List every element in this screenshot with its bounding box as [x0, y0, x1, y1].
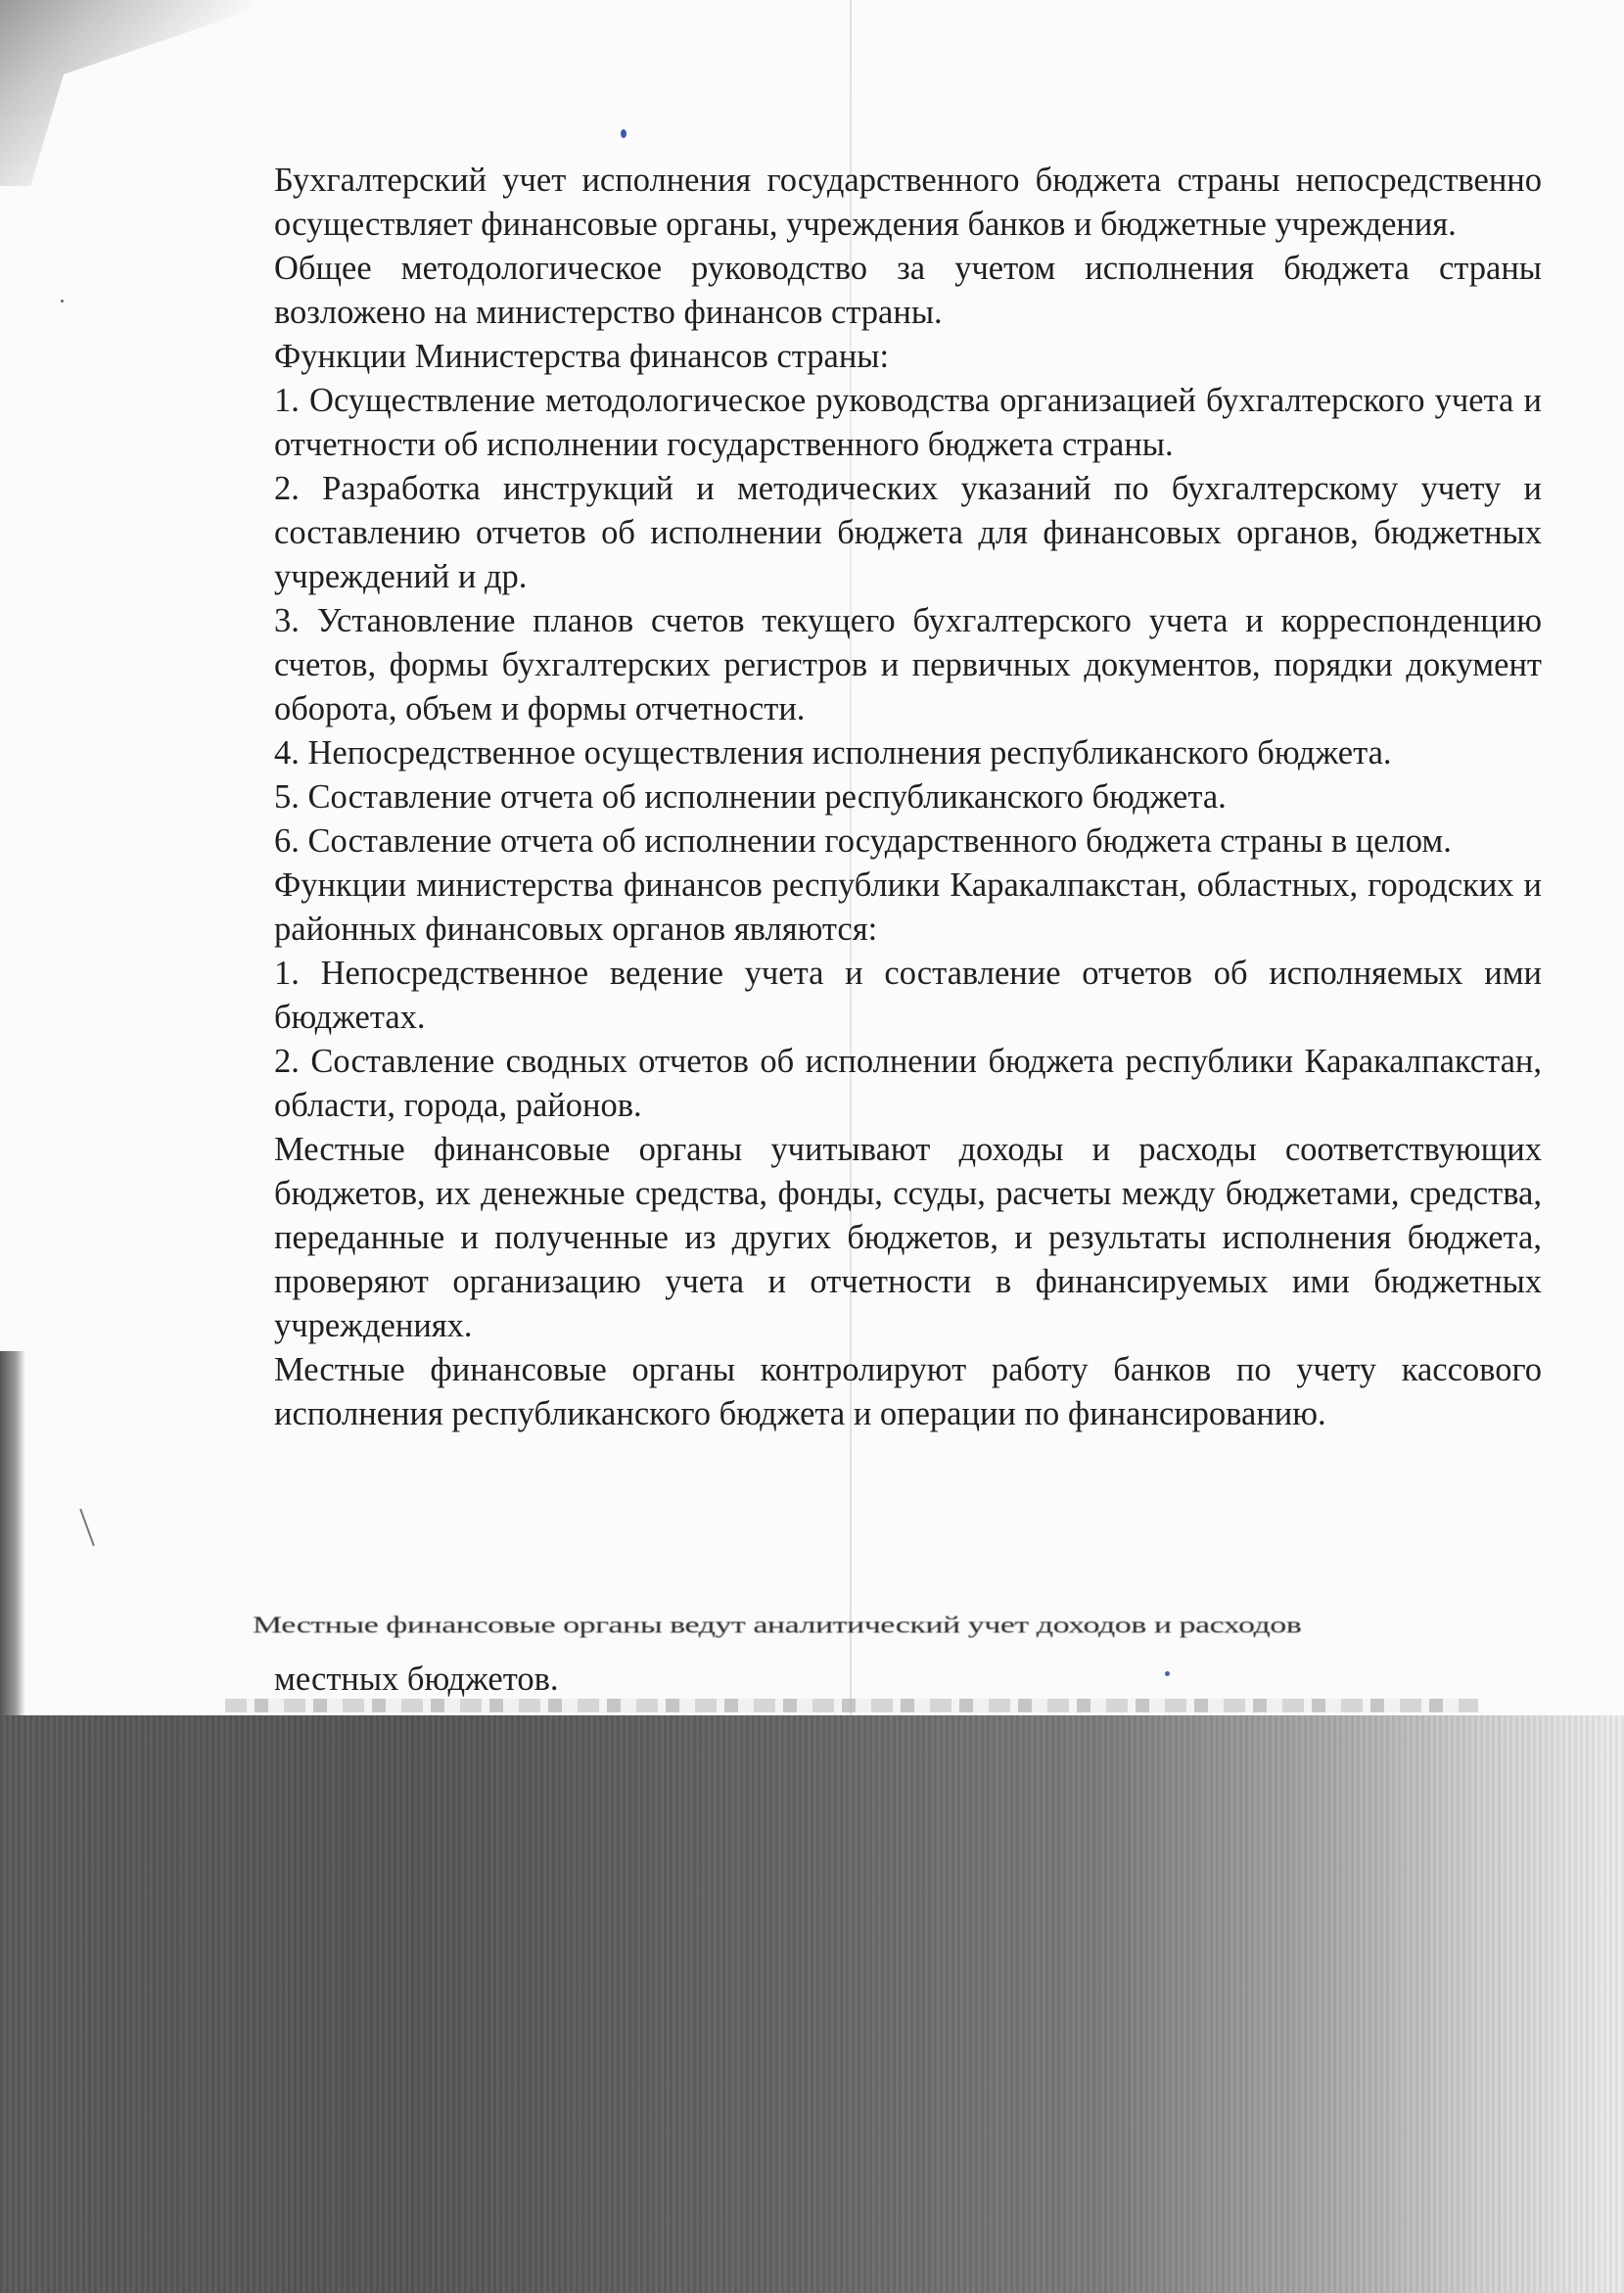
- paragraph: Функции министерства финансов республики Каракалпакстан, областных, городских и районных финансовых органов являются:: [274, 866, 1542, 948]
- list-item: 6. Составление отчета об исполнении государственного бюджета страны в целом.: [274, 822, 1452, 860]
- list-item: 2. Разработка инструкций и методических указаний по бухгалтерскому учету и составлению отчетов об исполнении бюджета для финансовых органов, бюджетных учреждений и др.: [274, 470, 1542, 595]
- list-item: 3. Установление планов счетов текущего бухгалтерского учета и корреспонденцию счетов, формы бухгалтерских регистров и первичных документов, порядки документ оборота, объем и формы отчетности.: [274, 602, 1542, 727]
- paragraph: Местные финансовые органы контролируют работу банков по учету кассового исполнения республиканского бюджета и операции по финансированию.: [274, 1351, 1542, 1432]
- list-item: 1. Непосредственное ведение учета и составление отчетов об исполняемых ими бюджетах.: [274, 955, 1542, 1036]
- list-item: 5. Составление отчета об исполнении республиканского бюджета.: [274, 778, 1227, 816]
- scanner-background: [0, 1715, 1624, 2293]
- paragraph: Местные финансовые органы учитывают доходы и расходы соответствующих бюджетов, их денежные средства, фонды, ссуды, расчеты между бюджетами, средства, переданные и полученные из других бюджетов, и результаты исполнения бюджета, проверяют организацию учета и отчетности в финансируемых ими бюджетных учреждениях.: [274, 1131, 1542, 1344]
- scan-speck: [79, 1509, 95, 1546]
- scan-speck: [1165, 1671, 1170, 1676]
- scan-speck: [621, 129, 626, 138]
- scan-artifact-strip: [225, 1699, 1478, 1712]
- paragraph: Функции Министерства финансов страны:: [274, 338, 890, 375]
- paragraph: Бухгалтерский учет исполнения государственного бюджета страны непосредственно осуществляет финансовые органы, учреждения банков и бюджетные учреждения.: [274, 162, 1542, 243]
- document-body: [274, 159, 1542, 1436]
- paragraph: Общее методологическое руководство за учетом исполнения бюджета страны возложено на министерство финансов страны.: [274, 250, 1542, 331]
- page-edge-shadow: [0, 1351, 25, 1715]
- final-line: местных бюджетов.: [274, 1661, 559, 1698]
- smeared-scan-line: Местные финансовые органы ведут аналитический учет доходов и расходов: [253, 1612, 1302, 1639]
- list-item: 2. Составление сводных отчетов об исполнении бюджета республики Каракалпакстан, области, города, районов.: [274, 1043, 1542, 1124]
- scan-speck: [61, 300, 64, 303]
- folded-corner-shadow: [0, 0, 255, 186]
- list-item: 1. Осуществление методологическое руководства организацией бухгалтерского учета и отчетности об исполнении государственного бюджета страны.: [274, 382, 1542, 463]
- list-item: 4. Непосредственное осуществления исполнения республиканского бюджета.: [274, 734, 1392, 772]
